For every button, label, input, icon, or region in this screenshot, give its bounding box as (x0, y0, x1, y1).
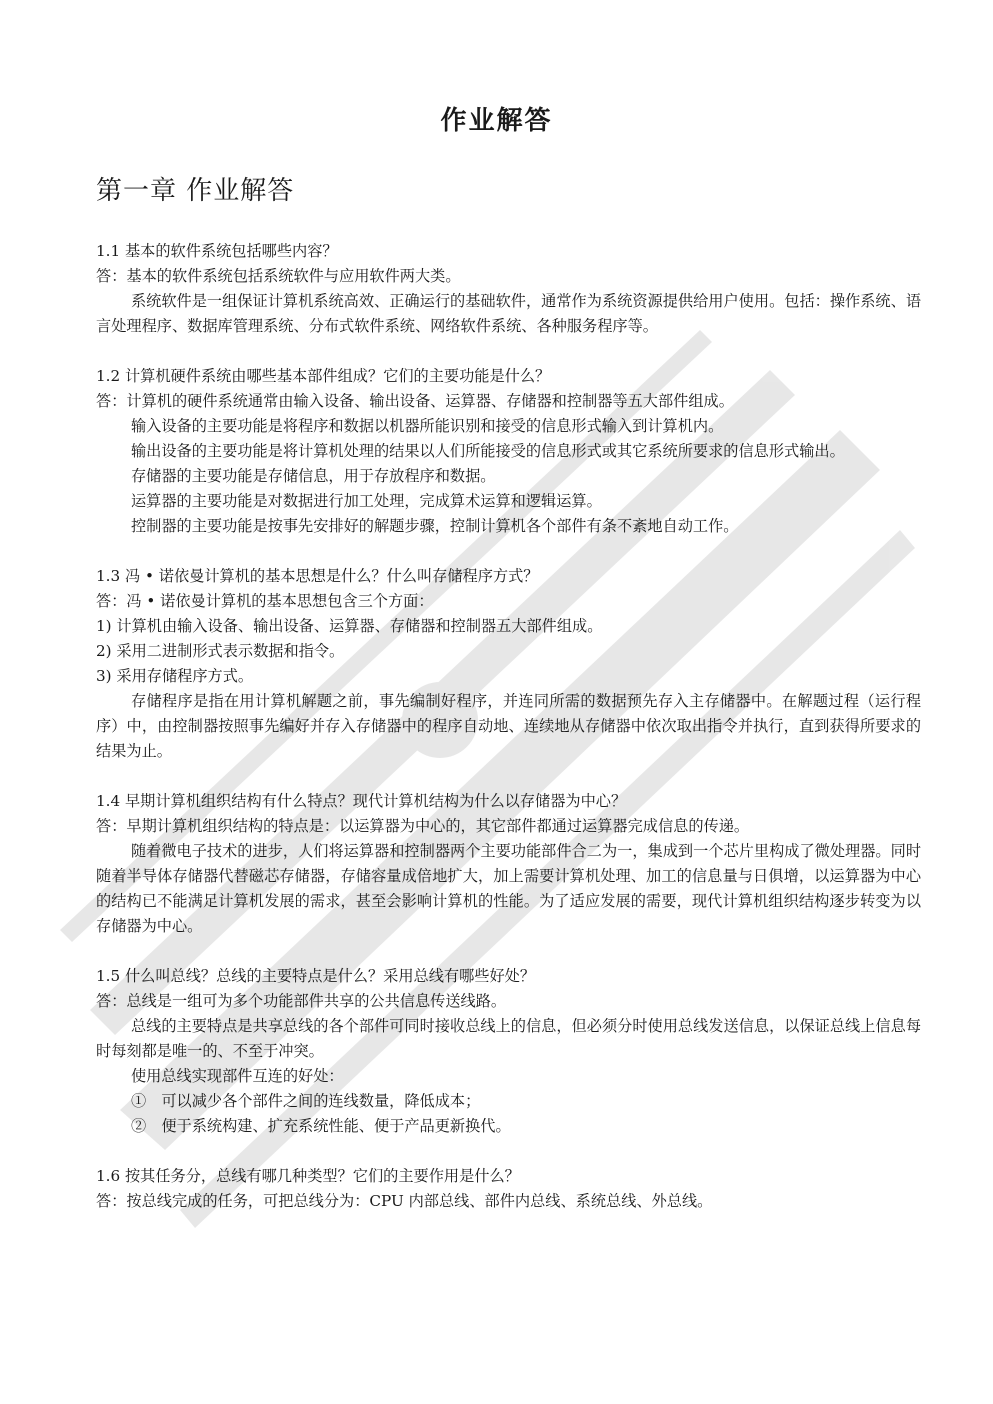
circled-list-item: ① 可以减少各个部件之间的连线数量，降低成本； (130, 1092, 481, 1110)
question-text: 1.5 什么叫总线？总线的主要特点是什么？采用总线有哪些好处？ (96, 967, 536, 985)
answer-paragraph: 控制器的主要功能是按事先安排好的解题步骤，控制计算机各个部件有条不紊地自动工作。 (130, 517, 739, 535)
question-text: 1.4 早期计算机组织结构有什么特点？现代计算机结构为什么以存储器为中心？ (96, 792, 627, 810)
list-item: 1) 计算机由输入设备、输出设备、运算器、存储器和控制器五大部件组成。 (96, 617, 603, 635)
answer-paragraph: 使用总线实现部件互连的好处： (130, 1067, 344, 1085)
question-text: 1.1 基本的软件系统包括哪些内容？ (96, 242, 338, 260)
answer-text: 答：总线是一组可为多个功能部件共享的公共信息传送线路。 (96, 992, 507, 1010)
answer-paragraph: 总线的主要特点是共享总线的各个部件可同时接收总线上的信息，但必须分时使用总线发送信息，以保证总线上信息每时每刻都是唯一的、不至于冲突。 (96, 1017, 921, 1060)
list-item: 3) 采用存储程序方式。 (96, 667, 254, 685)
answer-paragraph: 随着微电子技术的进步，人们将运算器和控制器两个主要功能部件合二为一，集成到一个芯片里构成了微处理器。同时随着半导体存储器代替磁芯存储器，存储容量成倍地扩大，加上需要计算机处理、加工的信息量与日俱增，以运算器为中心的结构已不能满足计算机发展的需求，甚至会影响计算机的性能。为了适应发展的需要，现代计算机组织结构逐步转变为以存储器为中心。 (96, 842, 921, 935)
qa-section (96, 964, 921, 1139)
answer-paragraph: 存储程序是指在用计算机解题之前，事先编制好程序，并连同所需的数据预先存入主存储器中。在解题过程（运行程序）中，由控制器按照事先编好并存入存储器中的程序自动地、连续地从存储器中依次取出指令并执行，直到获得所要求的结果为止。 (96, 692, 921, 760)
document-body (96, 239, 921, 1214)
answer-text: 答：基本的软件系统包括系统软件与应用软件两大类。 (96, 267, 461, 285)
answer-paragraph: 存储器的主要功能是存储信息，用于存放程序和数据。 (130, 467, 496, 485)
qa-section (96, 564, 921, 764)
page-title: 作业解答 (440, 106, 553, 136)
qa-section (96, 789, 921, 939)
question-text: 1.2 计算机硬件系统由哪些基本部件组成？它们的主要功能是什么？ (96, 367, 551, 385)
answer-paragraph: 系统软件是一组保证计算机系统高效、正确运行的基础软件，通常作为系统资源提供给用户使用。包括：操作系统、语言处理程序、数据库管理系统、分布式软件系统、网络软件系统、各种服务程序等。 (96, 292, 921, 335)
answer-paragraph: 输入设备的主要功能是将程序和数据以机器所能识别和接受的信息形式输入到计算机内。 (130, 417, 724, 435)
answer-text: 答：按总线完成的任务，可把总线分为：CPU 内部总线、部件内总线、系统总线、外总线。 (96, 1192, 713, 1210)
question-text: 1.3 冯 • 诺依曼计算机的基本思想是什么？什么叫存储程序方式？ (96, 567, 539, 585)
answer-paragraph: 运算器的主要功能是对数据进行加工处理，完成算术运算和逻辑运算。 (130, 492, 602, 510)
answer-text: 答：早期计算机组织结构的特点是：以运算器为中心的，其它部件都通过运算器完成信息的传递。 (96, 817, 750, 835)
list-item: 2) 采用二进制形式表示数据和指令。 (96, 642, 345, 660)
qa-section (96, 364, 921, 539)
chapter-title: 第一章 作业解答 (96, 176, 295, 206)
answer-text: 答：冯 • 诺依曼计算机的基本思想包含三个方面： (96, 592, 434, 610)
qa-section (96, 239, 921, 339)
question-text: 1.6 按其任务分，总线有哪几种类型？它们的主要作用是什么？ (96, 1167, 520, 1185)
answer-paragraph: 输出设备的主要功能是将计算机处理的结果以人们所能接受的信息形式或其它系统所要求的信息形式输出。 (130, 442, 845, 460)
answer-text: 答：计算机的硬件系统通常由输入设备、输出设备、运算器、存储器和控制器等五大部件组成。 (96, 392, 734, 410)
circled-list-item: ② 便于系统构建、扩充系统性能、便于产品更新换代。 (130, 1117, 511, 1135)
qa-section (96, 1164, 921, 1214)
